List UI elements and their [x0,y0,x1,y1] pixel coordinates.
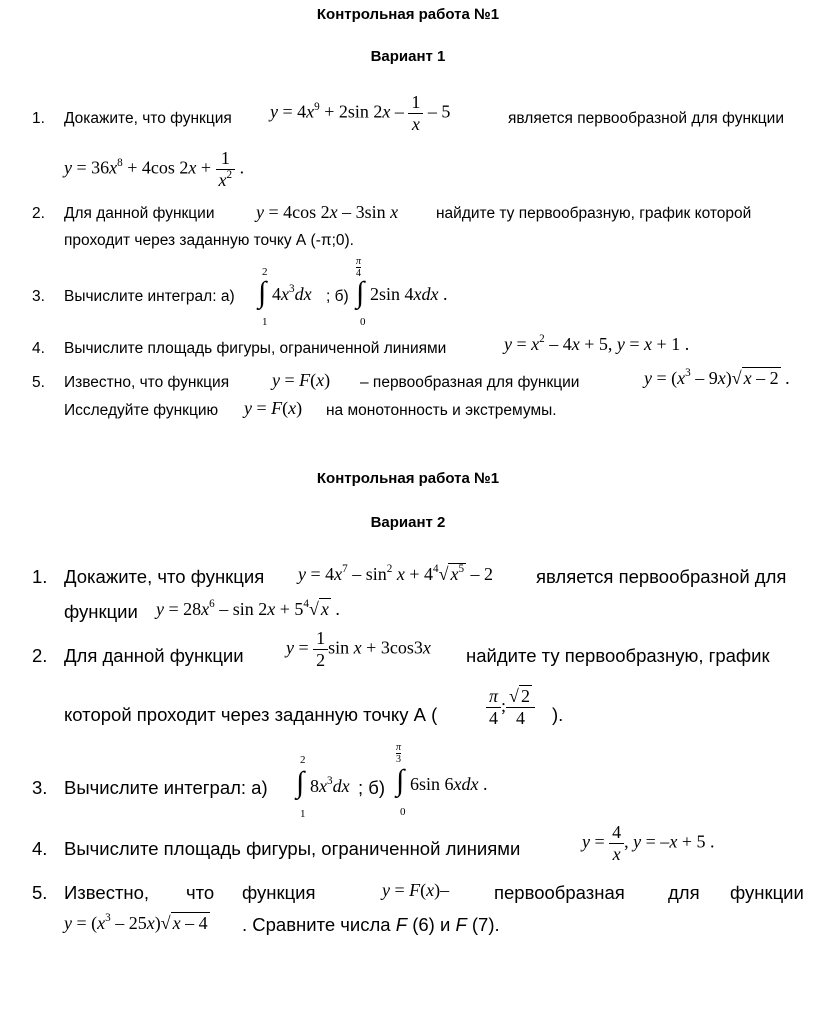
v2-task5-f2: F [455,914,467,935]
v1-task2-num: 2. [32,205,45,222]
v2-variant: Вариант 2 [370,514,446,531]
v2-task1-num: 1. [32,566,48,587]
v1-task3-text-a: Вычислите интеграл: а) [64,288,235,305]
v1-task1-num: 1. [32,110,45,127]
v1-task5-formula-f2: y = F(x) [244,398,303,418]
v2-title: Контрольная работа №1 [316,470,500,487]
v2-task5-text-b: что [186,882,215,903]
v2-task5-text-e: для [668,882,700,903]
v1-task5-formula-g: $y = (x^3 - 9x)√$ x – 2 . [644,367,790,388]
v1-task5-text-b: – первообразная для функции [360,374,580,391]
v2-task5-compare-text: . Сравните числа [242,914,391,935]
v2-task5-text-d: первообразная [494,882,625,903]
v2-task5-num: 5. [32,882,48,903]
v1-task2-text-b: найдите ту первообразную, график которой [436,205,752,222]
v1-task5-text-d: на монотонность и экстремумы. [326,402,557,419]
v2-task5-text-a: Известно, [64,882,150,903]
v2-task1-text-b: является первообразной для [536,566,787,587]
v2-task5-f1: F [395,914,408,935]
v2-task4-num: 4. [32,838,48,859]
v1-task1-formula: $y = 4x^9 + 2\sin$ 2x – $\frac{1}{x}$ – 5 [270,92,451,134]
v1-variant: Вариант 1 [370,48,446,65]
v2-task5-text-f: функции [730,882,804,903]
v1-task5-text-a: Известно, что функция [64,374,230,391]
v2-task2-text-a: Для данной функции [64,645,244,666]
v2-task3-text-b: ; б) [358,777,386,798]
v1-task5-formula-f: y = F(x) [272,370,331,390]
page: Контрольная работа №1 Вариант 1 1. Докажите, что функция $y = 4x^9 + 2\sin$ 2x – $\frac{1}{x}$ – 5 является первообразной для функции $y = 36x^8 + 4\cos$ 2x + $\frac{1}{x^2}$ . 2. Для данной функции y = 4cos 2x – 3sin x найдите ту первообразную, график которой проходит через заданную точку А (-π;0). 3. Вычислите интеграл: а) 2 ∫ 1 $4x^3dx$ ; б) π 4 ∫ 0 2sin 4xdx . 4. Вычислите площадь фигуры, ограниченной линиями $y = x^2 - 4x + 5$, y = x + 1 . 5. Известно, что функция y = F(x) – первообразная для функции $y = (x^3 - 9x)√$ x – 2 . Исследуйте функцию y = F(x) на монотонность и экстремумы. Контрольная работа №1 Вариант 2 1. Докажите, что функция $y = 4x^7 - \sin^2 x + 4^4√$ $x^5 - 2$ является первообразной для функции $y = 28x^6 - \sin 2x + 5^4√$ x . 2. Для данной функции y = $\frac{1}{2}$ sin x + 3cos3x найдите ту первообразную, график которой проходит через заданную точку А ( $\frac{\pi}{4}$ ; $\frac{√ 2}{4}$ ). 3. Вычислите интеграл: а) 2 ∫ 1 $8x^3dx$ ; б) π 3 ∫ 0 6sin 6xdx . 4. Вычислите площадь фигуры, ограниченной линиями y = $\frac{4}{x}$ , y = –x + 5 . 5. Известно, что функция y = F(x)– первообразная для функции $y = (x^3 - 25x)√$ x – 4 . Сравните числа F (6) и F (7). [0,0,816,1023]
v2-task1-text-a: Докажите, что функция [64,566,265,587]
v2-task5-formula-f: y = F(x)– [382,880,450,900]
v2-task5-formula-g: $y = (x^3 - 25x)√$ x – 4 [64,912,208,933]
v1-task4-formula: $y = x^2 - 4x + 5$, y = x + 1 . [504,333,690,354]
v1-title: Контрольная работа №1 [316,6,500,23]
v1-task4-text-a: Вычислите площадь фигуры, ограниченной линиями [64,340,447,357]
v2-task5-arg1: (6) и [412,914,451,935]
v2-task3-text-a: Вычислите интеграл: а) [64,777,268,798]
v1-task1-text-b: является первообразной для функции [508,110,784,127]
v2-task2-num: 2. [32,645,48,666]
v2-task5-arg2: (7). [471,914,500,935]
v2-task2-text-c: которой проходит через заданную точку А ( [64,704,438,725]
v1-task2-formula: y = 4cos 2x – 3sin x [256,202,399,222]
v2-task1-formula2: $y = 28x^6 - \sin 2x + 5^4√$ x . [156,598,340,619]
v2-task4-text-a: Вычислите площадь фигуры, ограниченной линиями [64,838,521,859]
v2-task3-num: 3. [32,777,48,798]
v1-task5-text-c: Исследуйте функцию [64,402,219,419]
v1-task1-text-a: Докажите, что функция [64,110,232,127]
v1-task3-text-b: ; б) [326,288,349,305]
v2-task4-formula: y = $\frac{4}{x}$ , y = –x + 5 . [582,822,715,864]
v1-task2-text-a: Для данной функции [64,205,215,222]
v1-task3-num: 3. [32,288,45,305]
v2-task5-text-g [242,914,500,936]
v2-task1-text-c: функции [64,601,138,622]
v1-task2-text-c: проходит через заданную точку А (-π;0). [64,232,354,249]
v2-task2-point: $\frac{\pi}{4}$ ; $\frac{√ 2}{4}$ [486,686,535,729]
v1-task5-num: 5. [32,374,45,391]
v2-task1-formula: $y = 4x^7 - \sin^2 x + 4^4√$ $x^5 - 2$ [298,563,494,584]
v1-task4-num: 4. [32,340,45,357]
v2-task2-text-b: найдите ту первообразную, график [466,645,770,666]
v2-task2-formula: y = $\frac{1}{2}$ sin x + 3cos3x [286,628,431,670]
v2-task2-text-d: ). [552,704,564,725]
v1-task1-formula2: $y = 36x^8 + 4\cos$ 2x + $\frac{1}{x^2}$ . [64,148,245,190]
v2-task5-text-c: функция [242,882,316,903]
